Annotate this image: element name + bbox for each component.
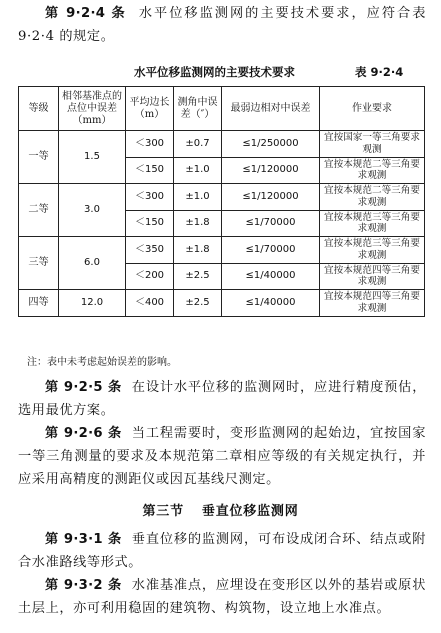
grade-cell: 二等 bbox=[19, 184, 59, 237]
point-error-cell: 6.0 bbox=[59, 237, 126, 290]
angle-cell: ±0.7 bbox=[174, 131, 222, 158]
point-error-cell: 12.0 bbox=[59, 290, 126, 317]
angle-cell: ±1.0 bbox=[174, 184, 222, 211]
header-grade: 等级 bbox=[19, 87, 59, 131]
clause-text: 当工程需要时，变形监测网的起始边，宜按国家一等三角测量的要求及本规范第二章相应等级的有关规定执行，并应采用高精度的测距仪或因瓦基线尺测定。 bbox=[18, 426, 426, 487]
grade-cell: 四等 bbox=[19, 290, 59, 317]
header-point-error: 相邻基准点的点位中误差（mm） bbox=[59, 87, 126, 131]
point-error-cell: 1.5 bbox=[59, 131, 126, 184]
clause-9-2-4 bbox=[18, 2, 426, 48]
header-requirement: 作业要求 bbox=[320, 87, 425, 131]
req-cell: 宜按本规范四等三角要求观测 bbox=[320, 263, 425, 290]
table-caption bbox=[0, 62, 441, 82]
angle-cell: ±2.5 bbox=[174, 263, 222, 290]
header-angle-error: 测角中误差（″） bbox=[174, 87, 222, 131]
side-cell: ＜150 bbox=[126, 157, 174, 184]
side-cell: ＜300 bbox=[126, 184, 174, 211]
clause-number: 第 9·2·5 条 bbox=[45, 380, 122, 395]
weak-cell: ≤1/120000 bbox=[222, 157, 320, 184]
angle-cell: ±2.5 bbox=[174, 290, 222, 317]
clause-number: 第 9·3·1 条 bbox=[45, 532, 122, 547]
grade-cell: 一等 bbox=[19, 131, 59, 184]
weak-cell: ≤1/40000 bbox=[222, 290, 320, 317]
point-error-cell: 3.0 bbox=[59, 184, 126, 237]
header-avg-side: 平均边长（m） bbox=[126, 87, 174, 131]
req-cell: 宜按国家一等三角要求观测 bbox=[320, 131, 425, 158]
clause-number: 第 9·2·4 条 bbox=[45, 6, 127, 21]
table-number: 表 9·2·4 bbox=[355, 65, 404, 79]
angle-cell: ±1.8 bbox=[174, 237, 222, 264]
table-note: 注：表中未考虑起始误差的影响。 bbox=[27, 357, 177, 368]
table-title: 水平位移监测网的主要技术要求 bbox=[134, 65, 295, 79]
req-cell: 宜按本规范四等三角要求观测 bbox=[320, 290, 425, 317]
clause-text: 水平位移监测网的主要技术要求，应符合表 9·2·4 的规定。 bbox=[18, 6, 426, 44]
table-row bbox=[19, 184, 425, 211]
weak-cell: ≤1/70000 bbox=[222, 210, 320, 237]
clause-9-2-5 bbox=[18, 376, 426, 422]
clause-text: 垂直位移的监测网，可布设成闭合环、结点或附合水准路线等形式。 bbox=[18, 532, 426, 570]
grade-cell: 三等 bbox=[19, 237, 59, 290]
clause-9-2-6 bbox=[18, 422, 426, 491]
angle-cell: ±1.8 bbox=[174, 210, 222, 237]
clause-text: 水准基准点，应埋设在变形区以外的基岩或原状土层上，亦可利用稳固的建筑物、构筑物，设立地上水准点。 bbox=[18, 578, 426, 616]
side-cell: ＜200 bbox=[126, 263, 174, 290]
spec-table bbox=[18, 86, 425, 317]
section-title: 垂直位移监测网 bbox=[201, 504, 299, 519]
angle-cell: ±1.0 bbox=[174, 157, 222, 184]
clause-number: 第 9·2·6 条 bbox=[45, 426, 122, 441]
side-cell: ＜300 bbox=[126, 131, 174, 158]
side-cell: ＜350 bbox=[126, 237, 174, 264]
weak-cell: ≤1/120000 bbox=[222, 184, 320, 211]
side-cell: ＜400 bbox=[126, 290, 174, 317]
section-heading bbox=[0, 500, 441, 519]
clause-number: 第 9·3·2 条 bbox=[45, 578, 122, 593]
req-cell: 宜按本规范二等三角要求观测 bbox=[320, 184, 425, 211]
clause-text: 在设计水平位移的监测网时，应进行精度预估，选用最优方案。 bbox=[18, 380, 426, 418]
side-cell: ＜150 bbox=[126, 210, 174, 237]
req-cell: 宜按本规范三等三角要求观测 bbox=[320, 210, 425, 237]
clause-9-3-2 bbox=[18, 574, 426, 620]
weak-cell: ≤1/40000 bbox=[222, 263, 320, 290]
weak-cell: ≤1/70000 bbox=[222, 237, 320, 264]
req-cell: 宜按本规范二等三角要求观测 bbox=[320, 157, 425, 184]
table-row bbox=[19, 237, 425, 264]
table-header-row bbox=[19, 87, 425, 131]
req-cell: 宜按本规范三等三角要求观测 bbox=[320, 237, 425, 264]
header-weakest-side: 最弱边相对中误差 bbox=[222, 87, 320, 131]
table-row bbox=[19, 290, 425, 317]
section-number: 第三节 bbox=[142, 504, 184, 519]
weak-cell: ≤1/250000 bbox=[222, 131, 320, 158]
table-row bbox=[19, 131, 425, 158]
clause-9-3-1 bbox=[18, 528, 426, 574]
